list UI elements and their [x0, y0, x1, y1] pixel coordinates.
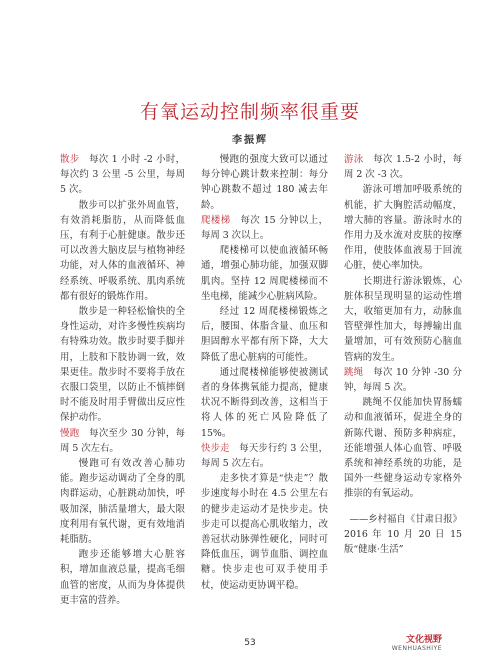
article-author: 李振辉: [232, 135, 268, 146]
paragraph-text: 每次 1.5-2 小时，每周 2 次 -3 次。: [344, 154, 462, 181]
paragraph-text: 每次 15 分钟以上，每周 3 次以上。: [201, 214, 328, 242]
section-label-brisk-walk: 快步走: [201, 442, 230, 454]
paragraph: 游泳可增加呼吸系统的机能，扩大胸腔活动幅度，增大肺的容量。游泳时水的作用力及水流对皮肤的按摩作用，使肢体血液易于回流心脏，使心率加快。: [344, 184, 462, 272]
source-citation: ——乡村福自《甘肃日报》: [349, 513, 462, 525]
paragraph: [344, 152, 462, 182]
page-number: 53: [244, 638, 256, 648]
paragraph: [344, 365, 462, 395]
paragraph-text: 每次 10 分钟 -30 分钟，每周 5 次。: [344, 366, 462, 394]
paragraph: [60, 152, 185, 198]
section-label-jump-rope: 跳绳: [344, 366, 364, 378]
section-label-walking: 散步: [60, 154, 80, 165]
paragraph-text: 每天步行约 3 公里，每周 5 次左右。: [201, 442, 328, 470]
paragraph: 通过爬楼梯能够使被测试者的身体携氧能力提高，健康状况不断得到改善，这相当于将人体的死亡风险降低了 15%。: [201, 366, 328, 439]
paragraph: 长期进行游泳锻炼，心脏体积呈现明显的运动性增大，收缩更加有力，动脉血管壁弹性加大，每搏输出血量增加，可有效预防心脑血管病的发生。: [344, 275, 462, 363]
brand-name-cn: 文化视野: [405, 635, 442, 645]
paragraph: 走多快才算是“快走”？散步速度每小时在 4.5 公里左右的健步走运动才是快步走。快步走可以提高心肌收缩力，改善冠状动脉弹性硬化，同时可降低血压，调节血脂、调控血糖。快步走也可双手使用手杖，使运动更协调平稳。: [201, 473, 328, 591]
paragraph-text: 每次至少 30 分钟，每周 5 次左右。: [60, 427, 185, 454]
brand-name-en: WENHUASHIYE: [391, 645, 442, 652]
article-title: 有氧运动控制频率很重要: [139, 101, 360, 123]
paragraph: 爬楼梯可以使血液循环畅通，增强心肺功能，加强双脚肌肉。坚持 12 周爬楼梯而不坐电梯，能减少心脏病风险。: [201, 245, 328, 302]
text-column-1: [60, 152, 185, 606]
text-column-3: [344, 152, 462, 556]
paragraph: 慢跑的强度大致可以通过每分钟心跳计数来控制：每分钟心跳数不超过 180 减去年龄。: [201, 154, 328, 211]
paragraph: [201, 213, 328, 243]
paragraph: 慢跑可有效改善心肺功能。跑步运动调动了全身的肌肉群运动，心脏跳动加快，呼吸加深，肺活量增大，最大限度利用有氧代谢，更有效地消耗脂肪。: [60, 458, 185, 546]
paragraph: [60, 426, 185, 456]
paragraph: 经过 12 周爬楼梯锻炼之后，腰围、体脂含量、血压和胆固醇水平都有所下降，大大降低了患心脏病的可能性。: [201, 306, 328, 363]
paragraph: 跑步还能够增大心脏容积，增加血液总量，提高毛细血管的密度，从而为身体提供更丰富的营养。: [60, 549, 185, 606]
magazine-brand: [392, 632, 442, 652]
text-column-2: [201, 152, 328, 591]
paragraph: 散步是一种轻松愉快的全身性运动，对许多慢性疾病均有特殊功效。散步时要手脚并用，上肢和下肢协调一致，效果更佳。散步时不要将手放在衣服口袋里，以防止不慎摔倒时不能及时用手臂做出反应性保护动作。: [60, 306, 185, 424]
source-citation-date: 2016 年 10 月 20 日 15 版“健康·生活”: [344, 528, 462, 556]
paragraph: 跳绳不仅能加快胃肠蠕动和血液循环，促进全身的新陈代谢、预防多种病症，还能增强人体心血管、呼吸系统和神经系统的功能，是国外一些健身运动专家格外推崇的有氧运动。: [344, 397, 462, 500]
paragraph-text: 每次 1 小时 -2 小时，每次约 3 公里 -5 公里，每周 5 次。: [60, 154, 185, 196]
section-label-swimming: 游泳: [344, 154, 364, 165]
paragraph: [201, 441, 328, 471]
paragraph: 散步可以扩张外周血管，有效消耗脂肪，从而降低血压，有利于心脏健康。散步还可以改善大脑皮层与植物神经功能，对人体的血液循环、神经系统、呼吸系统、肌肉系统都有很好的锻炼作用。: [60, 199, 185, 302]
section-label-stairs: 爬楼梯: [201, 214, 231, 226]
section-label-jogging: 慢跑: [60, 427, 80, 439]
